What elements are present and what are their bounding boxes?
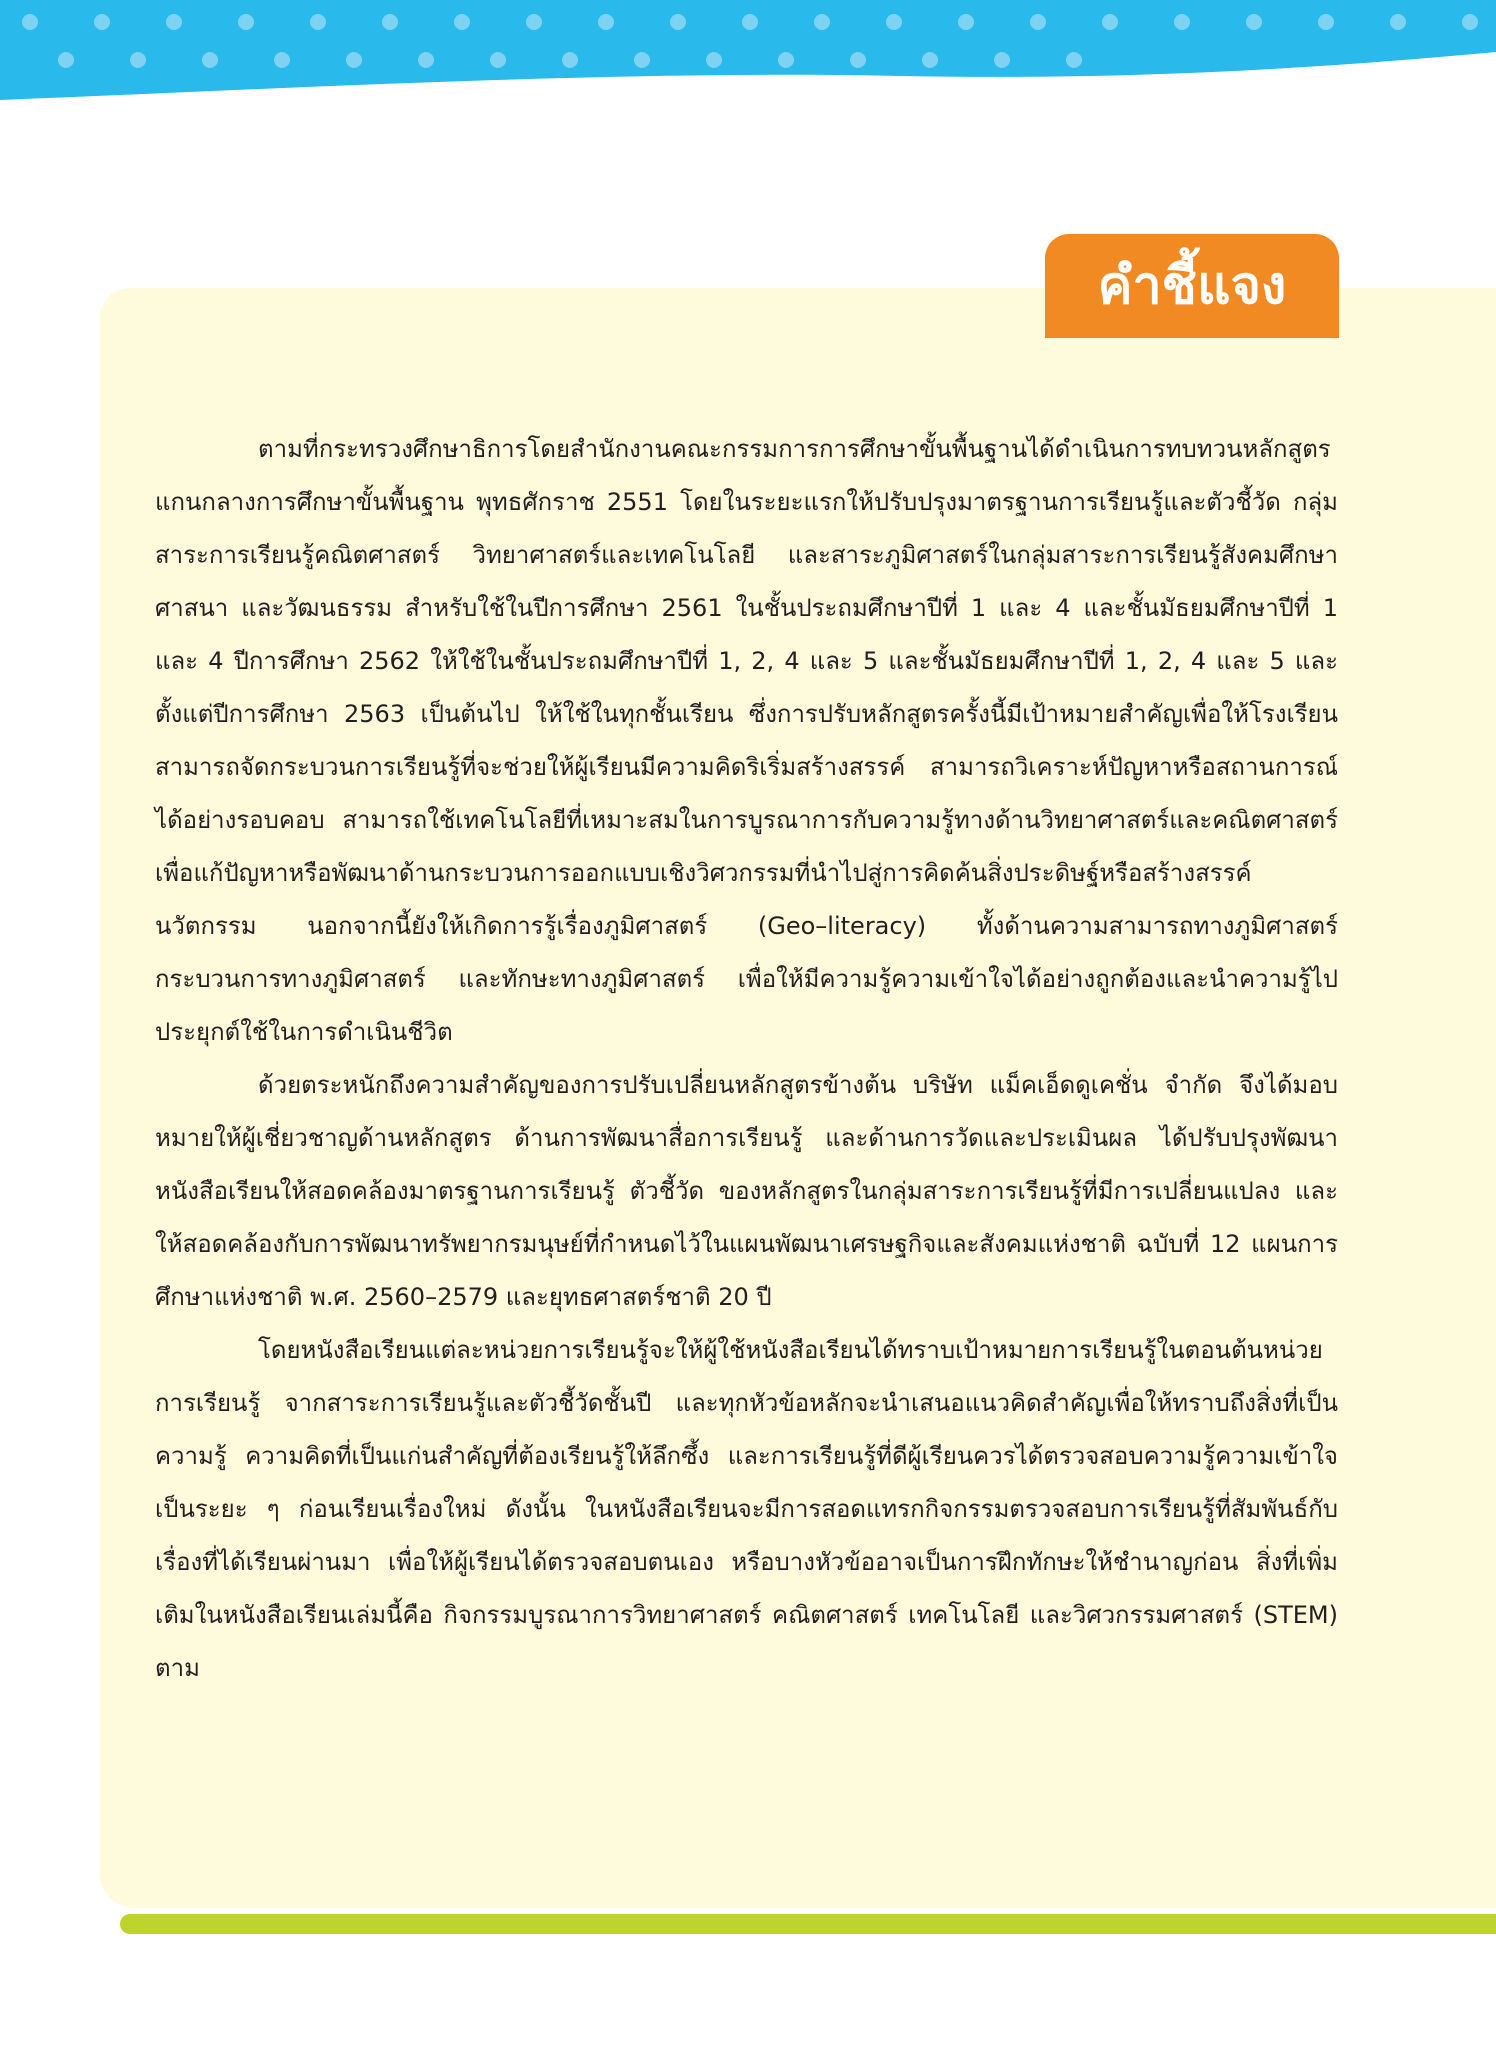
- body-text: [155, 423, 1338, 1695]
- decorative-dot: [742, 14, 758, 30]
- header-wave-band: [0, 0, 1496, 130]
- panel-bottom-bar: [120, 1914, 1496, 1934]
- decorative-dot: [850, 52, 866, 68]
- decorative-dot: [598, 14, 614, 30]
- decorative-dot: [310, 14, 326, 30]
- decorative-dot: [346, 52, 362, 68]
- decorative-dot: [1246, 14, 1262, 30]
- decorative-dot: [58, 52, 74, 68]
- decorative-dot: [1174, 14, 1190, 30]
- decorative-dot: [634, 52, 650, 68]
- decorative-dot: [238, 14, 254, 30]
- paragraph-2: ด้วยตระหนักถึงความสำคัญของการปรับเปลี่ยนหลักสูตรข้างต้น บริษัท แม็คเอ็ดดูเคชั่น จำกัด จึงได้มอบหมายให้ผู้เชี่ยวชาญด้านหลักสูตร ด้านการพัฒนาสื่อการเรียนรู้ และด้านการวัดและประเมินผล ได้ปรับปรุงพัฒนาหนังสือเรียนให้สอดคล้องมาตรฐานการเรียนรู้ ตัวชี้วัด ของหลักสูตรในกลุ่มสาระการเรียนรู้ที่มีการเปลี่ยนแปลง และให้สอดคล้องกับการพัฒนาทรัพยากรมนุษย์ที่กำหนดไว้ในแผนพัฒนาเศรษฐกิจและสังคมแห่งชาติ ฉบับที่ 12 แผนการศึกษาแห่งชาติ พ.ศ. 2560–2579 และยุทธศาสตร์ชาติ 20 ปี: [155, 1071, 1338, 1311]
- decorative-dot: [1030, 14, 1046, 30]
- decorative-dot: [958, 14, 974, 30]
- paragraph-1: ตามที่กระทรวงศึกษาธิการโดยสำนักงานคณะกรรมการการศึกษาขั้นพื้นฐานได้ดำเนินการทบทวนหลักสูตรแกนกลางการศึกษาขั้นพื้นฐาน พุทธศักราช 2551 โดยในระยะแรกให้ปรับปรุงมาตรฐานการเรียนรู้และตัวชี้วัด กลุ่มสาระการเรียนรู้คณิตศาสตร์ วิทยาศาสตร์และเทคโนโลยี และสาระภูมิศาสตร์ในกลุ่มสาระการเรียนรู้สังคมศึกษา ศาสนา และวัฒนธรรม สำหรับใช้ในปีการศึกษา 2561 ในชั้นประถมศึกษาปีที่ 1 และ 4 และชั้นมัธยมศึกษาปีที่ 1 และ 4 ปีการศึกษา 2562 ให้ใช้ในชั้นประถมศึกษาปีที่ 1, 2, 4 และ 5 และชั้นมัธยมศึกษาปีที่ 1, 2, 4 และ 5 และตั้งแต่ปีการศึกษา 2563 เป็นต้นไป ให้ใช้ในทุกชั้นเรียน ซึ่งการปรับหลักสูตรครั้งนี้มีเป้าหมายสำคัญเพื่อให้โรงเรียนสามารถจัดกระบวนการเรียนรู้ที่จะช่วยให้ผู้เรียนมีความคิดริเริ่มสร้างสรรค์ สามารถวิเคราะห์ปัญหาหรือสถานการณ์ได้อย่างรอบคอบ สามารถใช้เทคโนโลยีที่เหมาะสมในการบูรณาการกับความรู้ทางด้านวิทยาศาสตร์และคณิตศาสตร์เพื่อแก้ปัญหาหรือพัฒนาด้านกระบวนการออกแบบเชิงวิศวกรรมที่นำไปสู่การคิดค้นสิ่งประดิษฐ์หรือสร้างสรรค์นวัตกรรม นอกจากนี้ยังให้เกิดการรู้เรื่องภูมิศาสตร์ (Geo–literacy) ทั้งด้านความสามารถทางภูมิศาสตร์ กระบวนการทางภูมิศาสตร์ และทักษะทางภูมิศาสตร์ เพื่อให้มีความรู้ความเข้าใจได้อย่างถูกต้องและนำความรู้ไปประยุกต์ใช้ในการดำเนินชีวิต: [155, 435, 1338, 1046]
- paragraph-3: โดยหนังสือเรียนแต่ละหน่วยการเรียนรู้จะให้ผู้ใช้หนังสือเรียนได้ทราบเป้าหมายการเรียนรู้ในตอนต้นหน่วยการเรียนรู้ จากสาระการเรียนรู้และตัวชี้วัดชั้นปี และทุกหัวข้อหลักจะนำเสนอแนวคิดสำคัญเพื่อให้ทราบถึงสิ่งที่เป็นความรู้ ความคิดที่เป็นแก่นสำคัญที่ต้องเรียนรู้ให้ลึกซึ้ง และการเรียนรู้ที่ดีผู้เรียนควรได้ตรวจสอบความรู้ความเข้าใจเป็นระยะ ๆ ก่อนเรียนเรื่องใหม่ ดังนั้น ในหนังสือเรียนจะมีการสอดแทรกกิจกรรมตรวจสอบการเรียนรู้ที่สัมพันธ์กับเรื่องที่ได้เรียนผ่านมา เพื่อให้ผู้เรียนได้ตรวจสอบตนเอง หรือบางหัวข้ออาจเป็นการฝึกทักษะให้ชำนาญก่อน สิ่งที่เพิ่มเติมในหนังสือเรียนเล่มนี้คือ กิจกรรมบูรณาการวิทยาศาสตร์ คณิตศาสตร์ เทคโนโลยี และวิศวกรรมศาสตร์ (STEM) ตาม: [155, 1336, 1338, 1682]
- decorative-dot: [1066, 52, 1082, 68]
- decorative-dot: [94, 14, 110, 30]
- decorative-dot: [922, 52, 938, 68]
- decorative-dot: [166, 14, 182, 30]
- decorative-dot: [778, 52, 794, 68]
- decorative-dot: [1318, 14, 1334, 30]
- decorative-dot: [814, 14, 830, 30]
- decorative-dot: [562, 52, 578, 68]
- decorative-dot: [886, 14, 902, 30]
- decorative-dot: [490, 52, 506, 68]
- wave-decoration: [0, 0, 1496, 130]
- decorative-dot: [130, 52, 146, 68]
- decorative-dot: [1462, 14, 1478, 30]
- decorative-dot: [1102, 14, 1118, 30]
- decorative-dot: [706, 52, 722, 68]
- decorative-dot: [526, 14, 542, 30]
- decorative-dot: [202, 52, 218, 68]
- decorative-dot: [670, 14, 686, 30]
- decorative-dot: [454, 14, 470, 30]
- decorative-dot: [22, 14, 38, 30]
- decorative-dot: [1390, 14, 1406, 30]
- decorative-dot: [274, 52, 290, 68]
- decorative-dot: [382, 14, 398, 30]
- decorative-dot: [994, 52, 1010, 68]
- page-title: คำชี้แจง: [1045, 234, 1339, 338]
- decorative-dot: [418, 52, 434, 68]
